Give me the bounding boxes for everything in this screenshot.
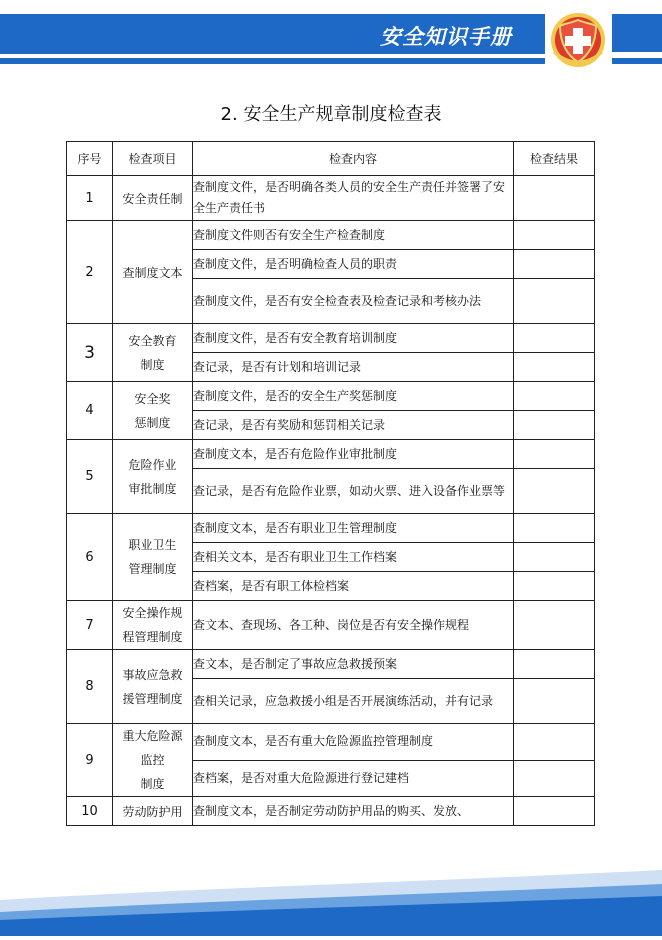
footer-swoosh <box>0 860 662 936</box>
content-cell: 查档案，是否有职工体检档案 <box>193 572 514 601</box>
result-cell <box>514 324 595 353</box>
item-cell <box>113 440 193 514</box>
table-row <box>67 650 595 679</box>
result-cell <box>514 250 595 279</box>
item-cell <box>113 514 193 601</box>
item-line: 职业卫生 <box>128 538 177 552</box>
item-cell: 劳动防护用 <box>113 797 193 826</box>
item-cell: 安全责任制 <box>113 176 193 221</box>
header-stripe <box>0 58 545 64</box>
table-row <box>67 440 595 469</box>
result-cell <box>514 382 595 411</box>
header-item: 检查项目 <box>113 142 193 176</box>
item-line: 制度 <box>140 777 165 791</box>
seq-cell: 9 <box>67 724 113 797</box>
content-cell: 查档案，是否对重大危险源进行登记建档 <box>193 760 514 797</box>
result-cell <box>514 176 595 221</box>
content-cell: 查相关文本，是否有职业卫生工作档案 <box>193 543 514 572</box>
header-content: 检查内容 <box>193 142 514 176</box>
table-row <box>67 797 595 826</box>
seq-cell: 6 <box>67 514 113 601</box>
table-row <box>67 382 595 411</box>
item-line: 监控 <box>140 753 165 767</box>
table-row <box>67 514 595 543</box>
result-cell <box>514 469 595 514</box>
result-cell <box>514 221 595 250</box>
content-cell: 查制度文件，是否明确检查人员的职责 <box>193 250 514 279</box>
result-cell <box>514 543 595 572</box>
item-line: 审批制度 <box>128 481 177 496</box>
result-cell <box>514 724 595 761</box>
result-cell <box>514 679 595 724</box>
result-cell <box>514 797 595 826</box>
content-cell: 查制度文件，是否的安全生产奖惩制度 <box>193 382 514 411</box>
seq-cell: 8 <box>67 650 113 724</box>
result-cell <box>514 440 595 469</box>
table-row <box>67 601 595 650</box>
content-cell: 查文本、查现场、各工种、岗位是否有安全操作规程 <box>193 601 514 650</box>
item-cell: 查制度文本 <box>113 221 193 324</box>
result-cell <box>514 514 595 543</box>
result-cell <box>514 279 595 324</box>
handbook-title: 安全知识手册 <box>380 25 512 49</box>
content-cell: 查记录，是否有计划和培训记录 <box>193 353 514 382</box>
result-cell <box>514 572 595 601</box>
content-cell: 查制度文本，是否制定劳动防护用品的购买、发放、 <box>193 797 514 826</box>
table-row <box>67 324 595 353</box>
content-cell: 查制度文件，是否明确各类人员的安全生产责任并签署了安全生产责任书 <box>193 176 514 221</box>
content-cell: 查制度文件，是否有安全教育培训制度 <box>193 324 514 353</box>
item-line: 安全教育 <box>128 333 177 348</box>
content-cell: 查文本，是否制定了事故应急救援预案 <box>193 650 514 679</box>
header-result: 检查结果 <box>514 142 595 176</box>
content-cell: 查相关记录，应急救援小组是否开展演练活动，并有记录 <box>193 679 514 724</box>
content-cell: 查记录，是否有危险作业票，如动火票、进入设备作业票等 <box>193 469 514 514</box>
item-cell <box>113 724 193 797</box>
result-cell <box>514 601 595 650</box>
item-line: 管理制度 <box>128 562 177 576</box>
table-row <box>67 176 595 221</box>
header-seq: 序号 <box>67 142 113 176</box>
content-cell: 查制度文本，是否有危险作业审批制度 <box>193 440 514 469</box>
table-row <box>67 724 595 761</box>
result-cell <box>514 411 595 440</box>
seq-cell: 4 <box>67 382 113 440</box>
item-line: 事故应急救 <box>122 667 183 682</box>
item-cell <box>113 601 193 650</box>
item-line: 援管理制度 <box>122 691 183 706</box>
result-cell <box>514 760 595 797</box>
table-header-row <box>67 142 595 176</box>
shield-cross-emblem-icon <box>548 12 608 68</box>
content-cell: 查制度文件则否有安全生产检查制度 <box>193 221 514 250</box>
item-line: 安全操作规 <box>122 606 183 620</box>
result-cell <box>514 650 595 679</box>
seq-cell: 1 <box>67 176 113 221</box>
seq-cell: 7 <box>67 601 113 650</box>
content-cell: 查制度文本，是否有重大危险源监控管理制度 <box>193 724 514 761</box>
header-band-right <box>612 14 662 52</box>
safety-checklist-table <box>66 141 595 826</box>
item-line: 安全奖 <box>134 391 171 406</box>
seq-cell: 2 <box>67 221 113 324</box>
table-row <box>67 221 595 250</box>
seq-cell: 5 <box>67 440 113 514</box>
item-line: 危险作业 <box>128 457 177 472</box>
header-stripe-right <box>612 58 662 64</box>
content-cell: 查制度文本，是否有职业卫生管理制度 <box>193 514 514 543</box>
item-line: 程管理制度 <box>122 630 183 644</box>
item-cell <box>113 324 193 382</box>
item-cell <box>113 382 193 440</box>
content-cell: 查制度文件，是否有安全检查表及检查记录和考核办法 <box>193 279 514 324</box>
item-line: 惩制度 <box>134 415 171 430</box>
document-title: 2. 安全生产规章制度检查表 <box>220 104 442 125</box>
seq-cell: 3 <box>67 324 113 382</box>
item-line: 重大危险源 <box>122 729 183 743</box>
item-cell <box>113 650 193 724</box>
seq-cell: 10 <box>67 797 113 826</box>
item-line: 制度 <box>140 357 165 372</box>
result-cell <box>514 353 595 382</box>
content-cell: 查记录，是否有奖励和惩罚相关记录 <box>193 411 514 440</box>
